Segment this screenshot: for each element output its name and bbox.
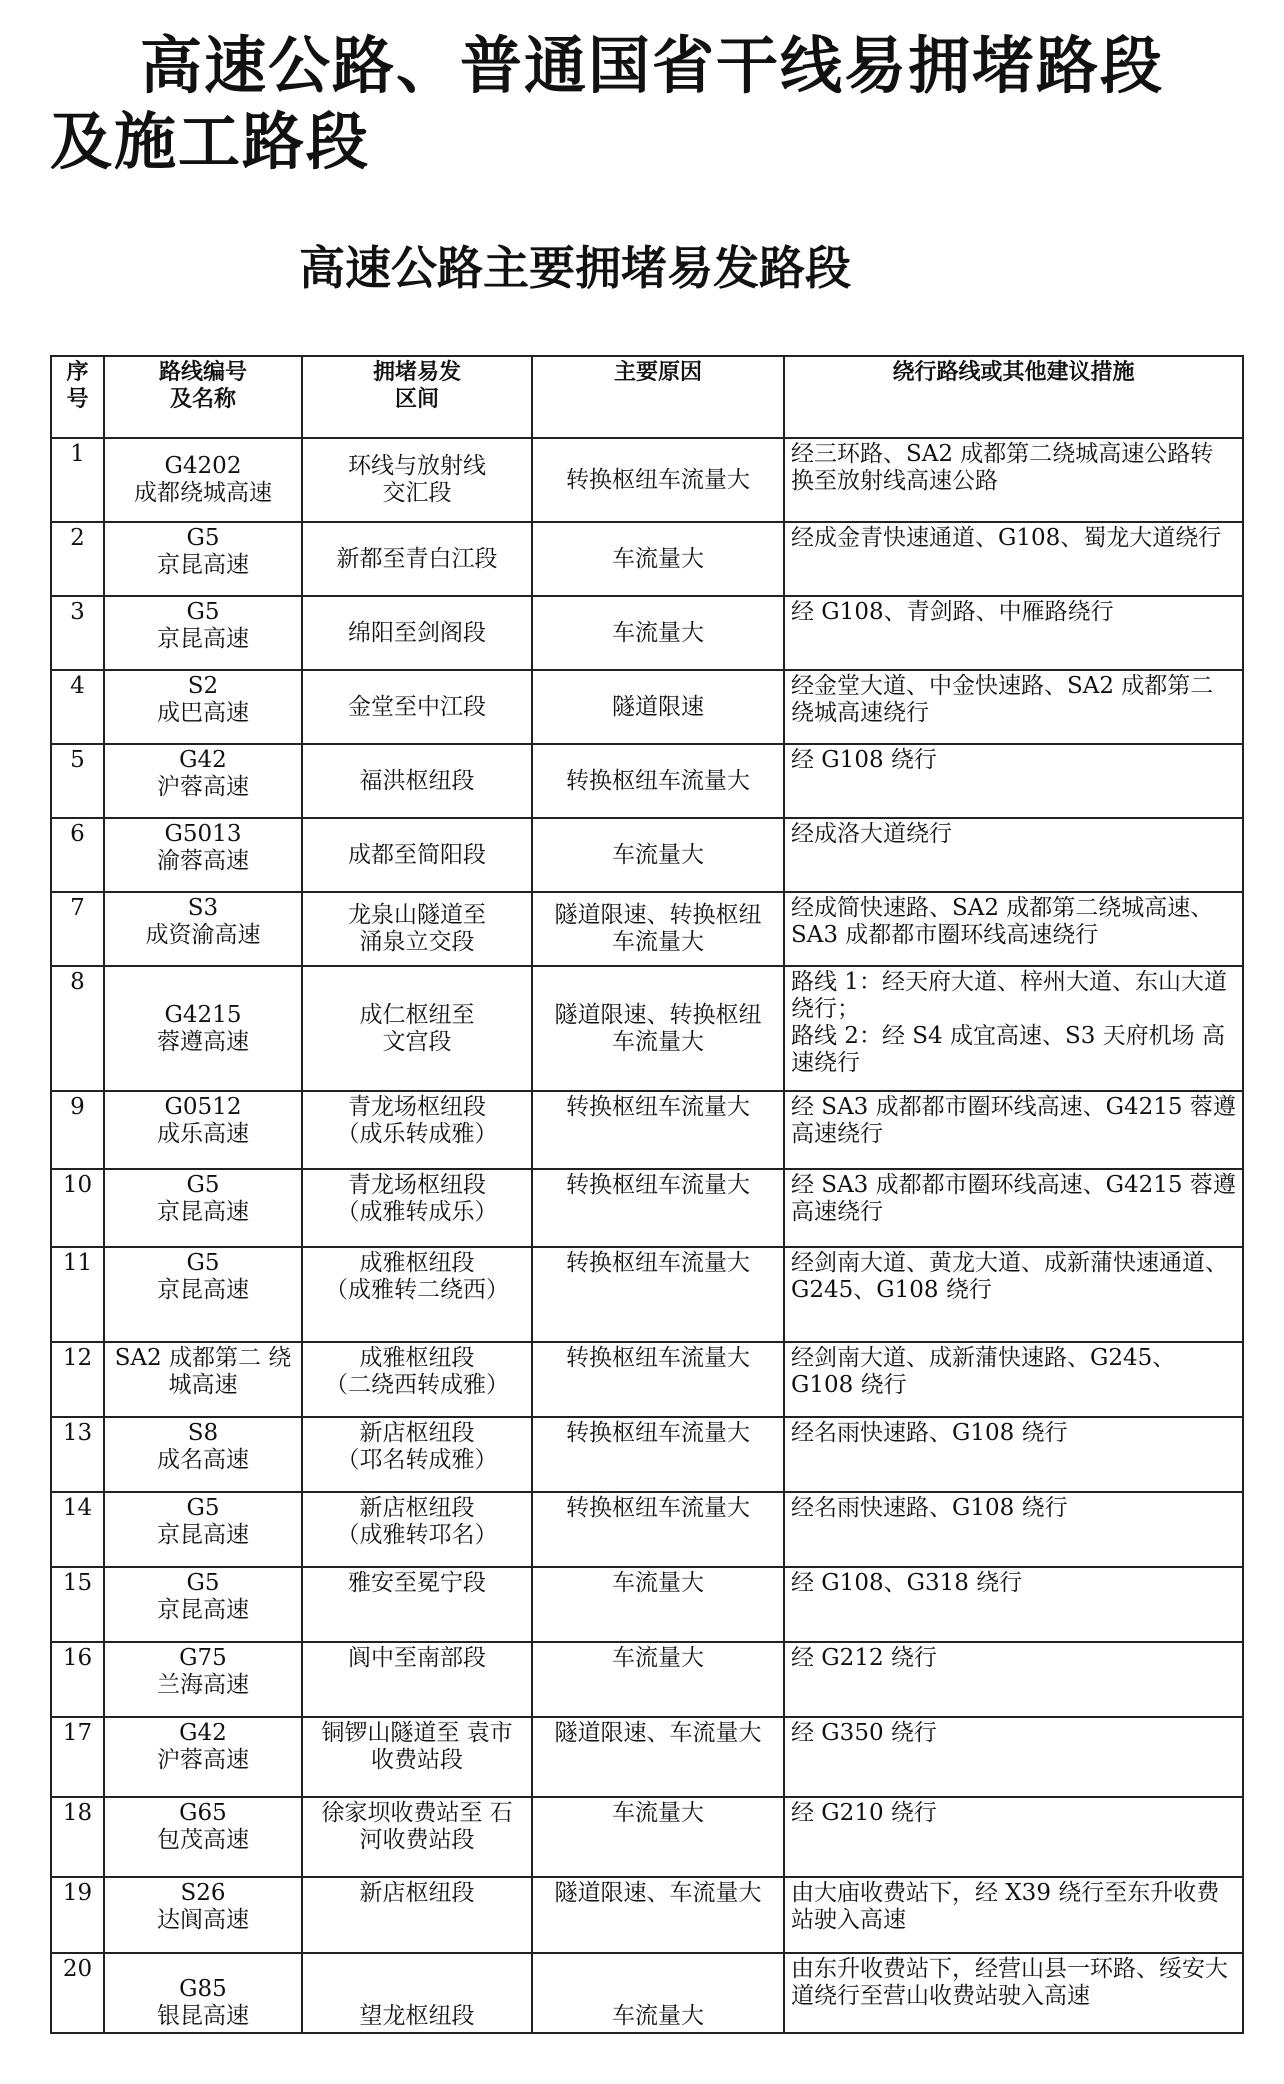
route-name: 蓉遵高速 [157, 1028, 249, 1055]
page-title [50, 28, 1250, 180]
route-name: 城高速 [168, 1372, 238, 1398]
table-row [51, 1247, 1243, 1342]
table-row [51, 1642, 1243, 1717]
table-row [51, 438, 1243, 522]
cell-route [104, 1953, 302, 2033]
cell-route [104, 1247, 302, 1342]
route-code: G85 [179, 1976, 227, 2002]
cell-detour: 经金堂大道、中金快速路、SA2 成都第二绕城高速绕行 [784, 670, 1243, 744]
cell-reason: 转换枢纽车流量大 [532, 1247, 784, 1342]
route-name: 沪蓉高速 [157, 774, 249, 800]
route-code: G4202 [164, 453, 242, 479]
table-row [51, 818, 1243, 892]
cell-route [104, 670, 302, 744]
table-row [51, 744, 1243, 818]
cell-route [104, 892, 302, 966]
cell-detour: 经名雨快速路、G108 绕行 [784, 1417, 1243, 1492]
route-name: 成名高速 [157, 1447, 249, 1473]
cell-reason: 转换枢纽车流量大 [532, 1492, 784, 1567]
table-row [51, 892, 1243, 966]
cell-reason: 隧道限速、车流量大 [532, 1717, 784, 1797]
table-row [51, 1091, 1243, 1169]
cell-reason: 隧道限速、转换枢纽 车流量大 [532, 892, 784, 966]
cell-seq: 18 [51, 1797, 104, 1877]
cell-route [104, 1169, 302, 1247]
cell-seq: 8 [51, 966, 104, 1091]
cell-detour: 经 G212 绕行 [784, 1642, 1243, 1717]
table-row [51, 1567, 1243, 1642]
route-name: 京昆高速 [157, 1522, 249, 1548]
cell-detour: 经 SA3 成都都市圈环线高速、G4215 蓉遵高速绕行 [784, 1169, 1243, 1247]
route-name: 沪蓉高速 [157, 1747, 249, 1773]
cell-seq: 16 [51, 1642, 104, 1717]
route-code: G5 [186, 599, 220, 625]
route-name: 包茂高速 [157, 1827, 249, 1853]
cell-reason: 隧道限速、转换枢纽 车流量大 [532, 966, 784, 1091]
cell-route [104, 1567, 302, 1642]
cell-section: 徐家坝收费站至 石 河收费站段 [302, 1797, 532, 1877]
cell-reason: 转换枢纽车流量大 [532, 438, 784, 522]
table-header-row [51, 356, 1243, 438]
route-name: 京昆高速 [157, 1597, 249, 1623]
route-name: 达阆高速 [157, 1907, 249, 1933]
cell-reason: 转换枢纽车流量大 [532, 1417, 784, 1492]
header-detour: 绕行路线或其他建议措施 [784, 356, 1243, 438]
route-code: G5 [186, 1495, 220, 1521]
cell-section: 成仁枢纽至 文宫段 [302, 966, 532, 1091]
cell-route [104, 1342, 302, 1417]
route-name: 京昆高速 [157, 1277, 249, 1303]
cell-section: 雅安至冕宁段 [302, 1567, 532, 1642]
cell-route [104, 1492, 302, 1567]
cell-detour: 经 G108 绕行 [784, 744, 1243, 818]
cell-section: 成都至简阳段 [302, 818, 532, 892]
cell-detour: 经名雨快速路、G108 绕行 [784, 1492, 1243, 1567]
cell-section: 绵阳至剑阁段 [302, 596, 532, 670]
cell-seq: 20 [51, 1953, 104, 2033]
table-row [51, 1169, 1243, 1247]
cell-detour: 经成金青快速通道、G108、蜀龙大道绕行 [784, 522, 1243, 596]
header-route: 路线编号 及名称 [104, 356, 302, 438]
cell-section: 青龙场枢纽段 （成乐转成雅） [302, 1091, 532, 1169]
cell-route [104, 1717, 302, 1797]
cell-reason: 隧道限速、车流量大 [532, 1877, 784, 1953]
cell-reason: 车流量大 [532, 522, 784, 596]
route-name: 渝蓉高速 [157, 848, 249, 874]
cell-reason: 车流量大 [532, 1642, 784, 1717]
cell-seq: 13 [51, 1417, 104, 1492]
route-code: G5 [186, 1570, 220, 1596]
cell-seq: 12 [51, 1342, 104, 1417]
table-row [51, 966, 1243, 1091]
cell-route [104, 818, 302, 892]
cell-route [104, 966, 302, 1091]
cell-detour: 经剑南大道、成新蒲快速路、G245、G108 绕行 [784, 1342, 1243, 1417]
route-code: G65 [179, 1800, 227, 1826]
cell-seq: 19 [51, 1877, 104, 1953]
cell-reason: 转换枢纽车流量大 [532, 1342, 784, 1417]
table-row [51, 1877, 1243, 1953]
cell-section: 龙泉山隧道至 涌泉立交段 [302, 892, 532, 966]
cell-reason: 车流量大 [532, 818, 784, 892]
cell-reason: 转换枢纽车流量大 [532, 1169, 784, 1247]
table-row [51, 1717, 1243, 1797]
cell-detour: 经 G108、G318 绕行 [784, 1567, 1243, 1642]
route-code: G5 [186, 525, 220, 551]
cell-detour: 经 SA3 成都都市圈环线高速、G4215 蓉遵高速绕行 [784, 1091, 1243, 1169]
cell-seq: 1 [51, 438, 104, 522]
table-row [51, 1417, 1243, 1492]
cell-detour: 经成简快速路、SA2 成都第二绕城高速、SA3 成都都市圈环线高速绕行 [784, 892, 1243, 966]
cell-section: 阆中至南部段 [302, 1642, 532, 1717]
route-code: G42 [179, 747, 227, 773]
cell-detour: 由大庙收费站下，经 X39 绕行至东升收费站驶入高速 [784, 1877, 1243, 1953]
cell-route [104, 596, 302, 670]
route-code: G4215 [164, 1001, 242, 1028]
cell-section: 新店枢纽段 （邛名转成雅） [302, 1417, 532, 1492]
route-code: G5 [186, 1250, 220, 1276]
cell-section: 新店枢纽段 （成雅转邛名） [302, 1492, 532, 1567]
cell-route [104, 1417, 302, 1492]
cell-section: 新店枢纽段 [302, 1877, 532, 1953]
cell-reason: 车流量大 [532, 1567, 784, 1642]
cell-seq: 3 [51, 596, 104, 670]
cell-reason: 隧道限速 [532, 670, 784, 744]
cell-reason: 车流量大 [532, 596, 784, 670]
route-name: 成资渝高速 [145, 922, 261, 948]
cell-seq: 5 [51, 744, 104, 818]
cell-seq: 17 [51, 1717, 104, 1797]
cell-reason: 车流量大 [532, 1797, 784, 1877]
table-row [51, 1797, 1243, 1877]
cell-seq: 15 [51, 1567, 104, 1642]
cell-detour: 经 G350 绕行 [784, 1717, 1243, 1797]
table-row [51, 1953, 1243, 2033]
header-reason: 主要原因 [532, 356, 784, 438]
cell-seq: 7 [51, 892, 104, 966]
cell-route [104, 1642, 302, 1717]
table-title: 高速公路主要拥堵易发路段 [299, 241, 851, 295]
route-name: 兰海高速 [157, 1672, 249, 1698]
header-section: 拥堵易发 区间 [302, 356, 532, 438]
route-code: SA2 成都第二 绕 [114, 1345, 292, 1371]
cell-section: 青龙场枢纽段 （成雅转成乐） [302, 1169, 532, 1247]
cell-section: 金堂至中江段 [302, 670, 532, 744]
cell-seq: 10 [51, 1169, 104, 1247]
page-title-line2: 及施工路段 [50, 105, 371, 178]
route-code: G5013 [164, 821, 242, 847]
route-code: G75 [179, 1645, 227, 1671]
route-name: 成都绕城高速 [134, 480, 272, 506]
cell-route [104, 1091, 302, 1169]
cell-seq: 14 [51, 1492, 104, 1567]
table-body [51, 438, 1243, 2033]
cell-route [104, 744, 302, 818]
route-name: 银昆高速 [157, 2003, 249, 2029]
cell-seq: 4 [51, 670, 104, 744]
cell-detour: 经三环路、SA2 成都第二绕城高速公路转换至放射线高速公路 [784, 438, 1243, 522]
route-code: S8 [187, 1420, 219, 1446]
cell-section: 新都至青白江段 [302, 522, 532, 596]
table-row [51, 596, 1243, 670]
cell-section: 望龙枢纽段 [302, 1953, 532, 2033]
cell-seq: 9 [51, 1091, 104, 1169]
route-name: 京昆高速 [157, 626, 249, 652]
cell-route [104, 438, 302, 522]
cell-seq: 11 [51, 1247, 104, 1342]
route-code: G5 [186, 1172, 220, 1198]
route-code: G0512 [164, 1094, 242, 1120]
route-code: S3 [187, 895, 219, 921]
cell-section: 成雅枢纽段 （二绕西转成雅） [302, 1342, 532, 1417]
route-name: 京昆高速 [157, 1199, 249, 1225]
cell-route [104, 1877, 302, 1953]
table-row [51, 522, 1243, 596]
table-row [51, 1342, 1243, 1417]
cell-seq: 6 [51, 818, 104, 892]
cell-section: 环线与放射线 交汇段 [302, 438, 532, 522]
cell-route [104, 522, 302, 596]
route-name: 成巴高速 [157, 700, 249, 726]
route-name: 成乐高速 [157, 1121, 249, 1147]
route-code: S2 [187, 673, 219, 699]
cell-detour: 由东升收费站下，经营山县一环路、绥安大道绕行至营山收费站驶入高速 [784, 1953, 1243, 2033]
cell-route [104, 1797, 302, 1877]
table-row [51, 670, 1243, 744]
cell-reason: 车流量大 [532, 1953, 784, 2033]
cell-detour: 路线 1：经天府大道、梓州大道、东山大道绕行； 路线 2：经 S4 成宜高速、S3 天府机场 高速绕行 [784, 966, 1243, 1091]
cell-section: 铜锣山隧道至 袁市 收费站段 [302, 1717, 532, 1797]
cell-reason: 转换枢纽车流量大 [532, 744, 784, 818]
cell-reason: 转换枢纽车流量大 [532, 1091, 784, 1169]
cell-seq: 2 [51, 522, 104, 596]
cell-section: 成雅枢纽段 （成雅转二绕西） [302, 1247, 532, 1342]
route-name: 京昆高速 [157, 552, 249, 578]
header-seq: 序 号 [51, 356, 104, 438]
route-code: G42 [179, 1720, 227, 1746]
cell-detour: 经剑南大道、黄龙大道、成新蒲快速通道、G245、G108 绕行 [784, 1247, 1243, 1342]
route-code: S26 [180, 1880, 226, 1906]
cell-section: 福洪枢纽段 [302, 744, 532, 818]
cell-detour: 经成洛大道绕行 [784, 818, 1243, 892]
page-title-line1: 高速公路、普通国省干线易拥堵路段 [140, 29, 1165, 102]
table-row [51, 1492, 1243, 1567]
congestion-table [50, 355, 1244, 2034]
cell-detour: 经 G108、青剑路、中雁路绕行 [784, 596, 1243, 670]
cell-detour: 经 G210 绕行 [784, 1797, 1243, 1877]
